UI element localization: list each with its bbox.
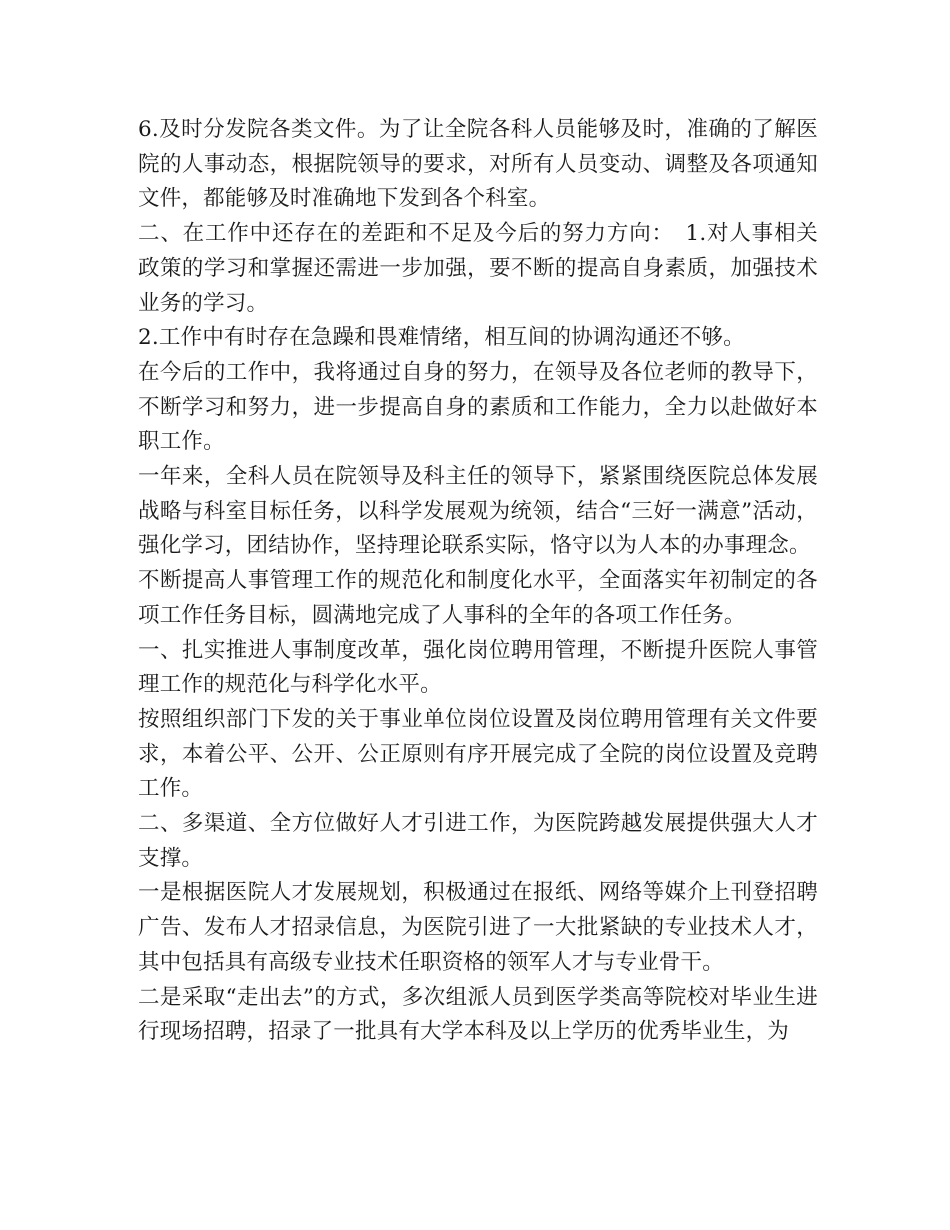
paragraph-section-one-heading: 一、扎实推进人事制度改革，强化岗位聘用管理，不断提升医院人事管理工作的规范化与科学化水平。	[138, 637, 818, 698]
paragraph-future-work: 在今后的工作中，我将通过自身的努力，在领导及各位老师的教导下，不断学习和努力，进一步提高自身的素质和工作能力，全力以赴做好本职工作。	[138, 359, 818, 455]
paragraph-year-summary: 一年来，全科人员在院领导及科主任的领导下，紧紧围绕医院总体发展战略与科室目标任务，以科学发展观为统领，结合“三好一满意”活动，强化学习，团结协作，坚持理论联系实际，恪守以为人本的办事理念。	[138, 464, 818, 559]
paragraph-file-distribution: 6.及时分发院各类文件。为了让全院各科人员能够及时，准确的了解医院的人事动态，根据院领导的要求，对所有人员变动、调整及各项通知文件，都能够及时准确地下发到各个科室。	[138, 117, 818, 212]
paragraph-standardization: 不断提高人事管理工作的规范化和制度化水平，全面落实年初制定的各项工作任务目标，圆满地完成了人事科的全年的各项工作任务。	[138, 568, 818, 628]
paragraph-post-setting: 按照组织部门下发的关于事业单位岗位设置及岗位聘用管理有关文件要求，本着公平、公开、公正原则有序开展完成了全院的岗位设置及竞聘工作。	[138, 706, 818, 802]
document-body	[138, 113, 818, 1050]
paragraph-impatience: 2.工作中有时存在急躁和畏难情绪，相互间的协调沟通还不够。	[138, 325, 745, 351]
paragraph-talent-recruitment: 一是根据医院人才发展规划，积极通过在报纸、网络等媒介上刊登招聘广告、发布人才招录信息，为医院引进了一大批紧缺的专业技术人才，其中包括具有高级专业技术任职资格的领军人才与专业骨干。	[138, 880, 818, 975]
paragraph-campus-recruitment: 二是采取“走出去”的方式，多次组派人员到医学类高等院校对毕业生进行现场招聘，招录了一批具有大学本科及以上学历的优秀毕业生，为	[138, 984, 818, 1045]
paragraph-section-two-heading: 二、多渠道、全方位做好人才引进工作，为医院跨越发展提供强大人才支撑。	[138, 811, 818, 871]
paragraph-gaps-and-shortcomings: 二、在工作中还存在的差距和不足及今后的努力方向： 1.对人事相关政策的学习和掌握还需进一步加强，要不断的提高自身素质，加强技术业务的学习。	[138, 221, 818, 316]
